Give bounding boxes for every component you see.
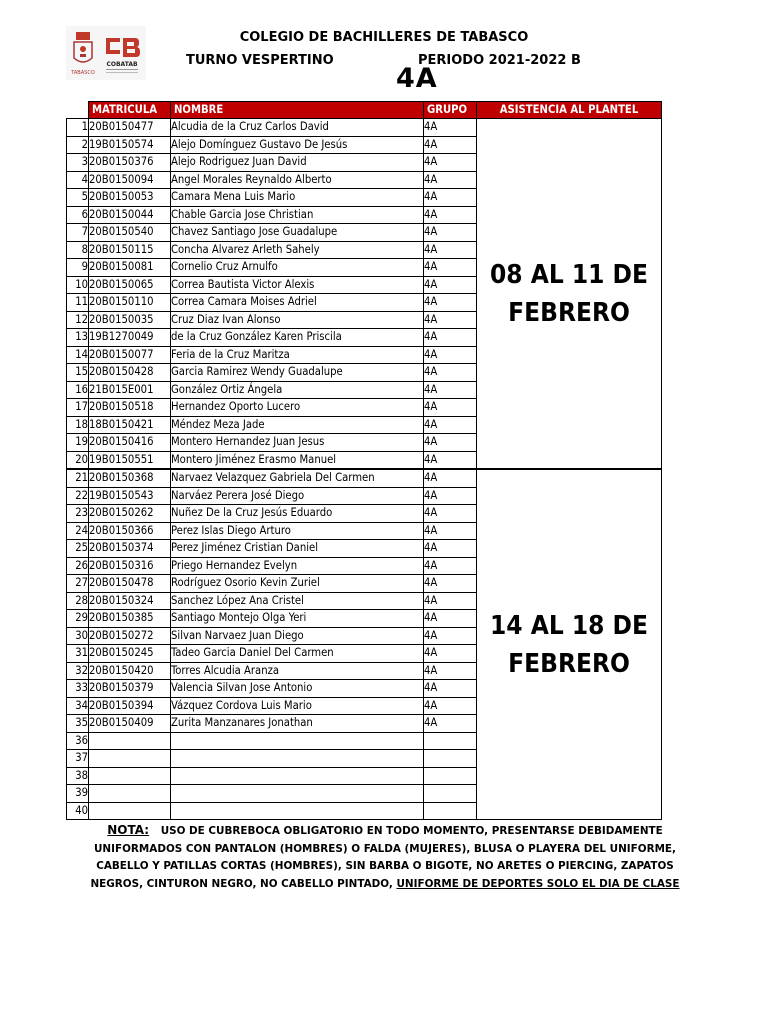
attendance-dates: 08 AL 11 DE FEBRERO [490,259,648,328]
row-number: 17 [67,399,89,417]
name-cell: Angel Morales Reynaldo Alberto [171,171,424,189]
name-cell: Valencia Silvan Jose Antonio [171,680,424,698]
name-cell: Zurita Manzanares Jonathan [171,715,424,733]
group-cell: 4A [424,276,477,294]
matricula-cell: 20B0150409 [89,715,171,733]
group-cell: 4A [424,434,477,452]
matricula-cell: 20B0150420 [89,662,171,680]
header-matricula: MATRICULA [89,102,171,119]
group-cell: 4A [424,575,477,593]
name-cell: Santiago Montejo Olga Yeri [171,610,424,628]
name-cell: de la Cruz González Karen Priscila [171,329,424,347]
name-cell: Narváez Perera José Diego [171,487,424,505]
group-cell: 4A [424,189,477,207]
group-cell: 4A [424,416,477,434]
matricula-cell [89,802,171,820]
row-number: 25 [67,540,89,558]
note-text: USO DE CUBREBOCA OBLIGATORIO EN TODO MOMENTO, PRESENTARSE DEBIDAMENTE UNIFORMADOS CON PANTALON (HOMBRES) O FALDA (MUJERES), BLUSA O PLAYERA DEL UNIFORME, CABELLO Y PATILLAS CORTAS (HOMBRES), SIN BARBA O BIGOTE, NO ARETES O PIERCING, ZAPATOS NEGROS, CINTURON NEGRO, NO CABELLO PINTADO, [90,825,676,890]
row-number: 6 [67,206,89,224]
name-cell: Alcudia de la Cruz Carlos David [171,119,424,137]
shift-label: TURNO VESPERTINO [186,53,334,68]
roster-body [67,119,662,820]
group-cell: 4A [424,136,477,154]
name-cell: Narvaez Velazquez Gabriela Del Carmen [171,469,424,487]
matricula-cell: 20B0150272 [89,627,171,645]
name-cell: González Ortiz Ángela [171,381,424,399]
matricula-cell: 20B0150035 [89,311,171,329]
attendance-dates: 14 AL 18 DE FEBRERO [490,610,648,679]
header-asistencia: ASISTENCIA AL PLANTEL [477,102,662,119]
row-number: 9 [67,259,89,277]
matricula-cell: 20B0150518 [89,399,171,417]
matricula-cell: 19B0150551 [89,451,171,469]
group-cell: 4A [424,224,477,242]
name-cell: Chavez Santiago Jose Guadalupe [171,224,424,242]
note-label: NOTA: [107,823,150,837]
group-cell [424,767,477,785]
name-cell: Silvan Narvaez Juan Diego [171,627,424,645]
group-cell: 4A [424,522,477,540]
name-cell: Méndez Meza Jade [171,416,424,434]
matricula-cell: 21B015E001 [89,381,171,399]
row-number: 22 [67,487,89,505]
matricula-cell: 20B0150110 [89,294,171,312]
row-number: 10 [67,276,89,294]
matricula-cell: 20B0150065 [89,276,171,294]
table-row [67,119,662,137]
group-cell: 4A [424,627,477,645]
group-cell: 4A [424,346,477,364]
group-cell: 4A [424,505,477,523]
row-number: 7 [67,224,89,242]
attendance-cell [477,119,662,470]
matricula-cell: 20B0150379 [89,680,171,698]
group-cell: 4A [424,399,477,417]
name-cell [171,802,424,820]
group-cell: 4A [424,540,477,558]
row-number: 40 [67,802,89,820]
name-cell: Alejo Rodriguez Juan David [171,154,424,172]
name-cell: Cruz Diaz Ivan Alonso [171,311,424,329]
group-cell: 4A [424,381,477,399]
matricula-cell: 19B0150574 [89,136,171,154]
group-cell: 4A [424,154,477,172]
matricula-cell: 20B0150053 [89,189,171,207]
name-cell: Vázquez Cordova Luis Mario [171,697,424,715]
matricula-cell: 20B0150368 [89,469,171,487]
row-number: 38 [67,767,89,785]
row-number: 39 [67,785,89,803]
row-number: 16 [67,381,89,399]
period-label: PERIODO 2021-2022 B [418,53,581,68]
group-cell: 4A [424,487,477,505]
matricula-cell: 20B0150540 [89,224,171,242]
name-cell: Torres Alcudia Aranza [171,662,424,680]
matricula-cell [89,750,171,768]
group-cell [424,802,477,820]
note-underlined: UNIFORME DE DEPORTES SOLO EL DIA DE CLASE [396,877,680,890]
header-number [67,102,89,119]
matricula-cell: 20B0150478 [89,575,171,593]
row-number: 2 [67,136,89,154]
svg-text:COBATAB: COBATAB [106,61,138,68]
group-cell: 4A [424,311,477,329]
row-number: 34 [67,697,89,715]
row-number: 11 [67,294,89,312]
row-number: 29 [67,610,89,628]
group-cell: 4A [424,206,477,224]
name-cell: Perez Islas Diego Arturo [171,522,424,540]
row-number: 5 [67,189,89,207]
name-cell: Hernandez Oporto Lucero [171,399,424,417]
row-number: 24 [67,522,89,540]
row-number: 20 [67,451,89,469]
matricula-cell: 20B0150094 [89,171,171,189]
matricula-cell: 20B0150316 [89,557,171,575]
matricula-cell: 20B0150044 [89,206,171,224]
row-number: 35 [67,715,89,733]
attendance-cell [477,469,662,820]
name-cell: Priego Hernandez Evelyn [171,557,424,575]
row-number: 33 [67,680,89,698]
group-cell: 4A [424,697,477,715]
name-cell: Camara Mena Luis Mario [171,189,424,207]
row-number: 12 [67,311,89,329]
group-cell: 4A [424,557,477,575]
matricula-cell: 19B0150543 [89,487,171,505]
group-cell: 4A [424,662,477,680]
row-number: 21 [67,469,89,487]
row-number: 28 [67,592,89,610]
matricula-cell: 20B0150077 [89,346,171,364]
matricula-cell: 20B0150262 [89,505,171,523]
matricula-cell: 20B0150245 [89,645,171,663]
matricula-cell: 20B0150374 [89,540,171,558]
name-cell: Concha Alvarez Arleth Sahely [171,241,424,259]
matricula-cell: 20B0150477 [89,119,171,137]
row-number: 1 [67,119,89,137]
row-number: 15 [67,364,89,382]
group-cell [424,750,477,768]
name-cell: Correa Bautista Victor Alexis [171,276,424,294]
matricula-cell [89,767,171,785]
group-cell [424,732,477,750]
matricula-cell: 18B0150421 [89,416,171,434]
group-cell: 4A [424,645,477,663]
group-cell: 4A [424,241,477,259]
group-cell: 4A [424,451,477,469]
matricula-cell: 19B1270049 [89,329,171,347]
row-number: 32 [67,662,89,680]
row-number: 19 [67,434,89,452]
matricula-cell: 20B0150394 [89,697,171,715]
name-cell: Feria de la Cruz Maritza [171,346,424,364]
row-number: 27 [67,575,89,593]
group-cell [424,785,477,803]
row-number: 13 [67,329,89,347]
matricula-cell: 20B0150081 [89,259,171,277]
name-cell: Perez Jiménez Cristian Daniel [171,540,424,558]
matricula-cell: 20B0150376 [89,154,171,172]
row-number: 30 [67,627,89,645]
name-cell: Cornelio Cruz Arnulfo [171,259,424,277]
svg-text:TABASCO: TABASCO [71,70,95,76]
row-number: 8 [67,241,89,259]
note-block [90,822,680,893]
name-cell [171,732,424,750]
name-cell: Correa Camara Moises Adriel [171,294,424,312]
school-title: COLEGIO DE BACHILLERES DE TABASCO [239,30,529,45]
group-cell: 4A [424,592,477,610]
matricula-cell: 20B0150385 [89,610,171,628]
name-cell: Garcia Ramirez Wendy Guadalupe [171,364,424,382]
group-cell: 4A [424,329,477,347]
row-number: 18 [67,416,89,434]
name-cell: Montero Hernandez Juan Jesus [171,434,424,452]
name-cell [171,785,424,803]
matricula-cell [89,785,171,803]
group-cell: 4A [424,715,477,733]
table-header-row [67,102,662,119]
name-cell: Rodríguez Osorio Kevin Zuriel [171,575,424,593]
group-cell: 4A [424,119,477,137]
row-number: 31 [67,645,89,663]
matricula-cell: 20B0150324 [89,592,171,610]
table-row [67,469,662,487]
name-cell: Alejo Domínguez Gustavo De Jesús [171,136,424,154]
name-cell: Tadeo Garcia Daniel Del Carmen [171,645,424,663]
matricula-cell: 20B0150416 [89,434,171,452]
group-cell: 4A [424,294,477,312]
row-number: 37 [67,750,89,768]
name-cell: Montero Jiménez Erasmo Manuel [171,451,424,469]
group-cell: 4A [424,259,477,277]
header-grupo: GRUPO [424,102,477,119]
matricula-cell: 20B0150366 [89,522,171,540]
group-cell: 4A [424,680,477,698]
row-number: 3 [67,154,89,172]
row-number: 14 [67,346,89,364]
row-number: 26 [67,557,89,575]
matricula-cell [89,732,171,750]
matricula-cell: 20B0150115 [89,241,171,259]
row-number: 23 [67,505,89,523]
header-nombre: NOMBRE [171,102,424,119]
row-number: 4 [67,171,89,189]
group-cell: 4A [424,364,477,382]
name-cell: Nuñez De la Cruz Jesús Eduardo [171,505,424,523]
row-number: 36 [67,732,89,750]
matricula-cell: 20B0150428 [89,364,171,382]
group-title: 4A [396,63,438,94]
group-cell: 4A [424,469,477,487]
student-roster-table [66,101,662,820]
group-cell: 4A [424,171,477,189]
name-cell: Sanchez López Ana Cristel [171,592,424,610]
name-cell [171,750,424,768]
name-cell [171,767,424,785]
group-cell: 4A [424,610,477,628]
name-cell: Chable Garcia Jose Christian [171,206,424,224]
